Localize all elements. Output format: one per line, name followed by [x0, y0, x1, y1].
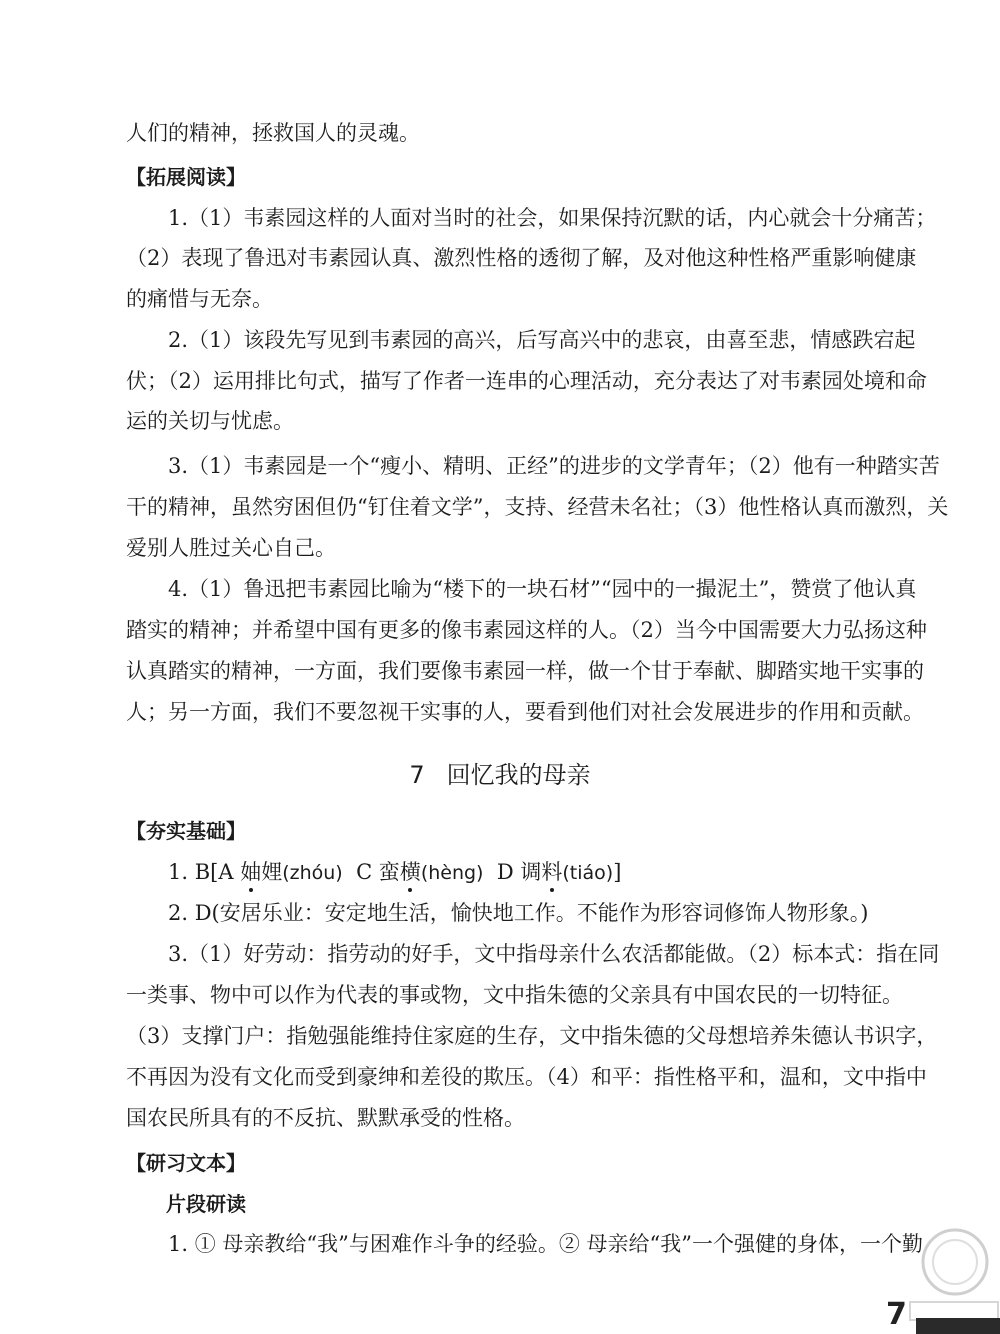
- section-heading-basics: 【夯实基础】: [126, 819, 246, 843]
- paragraph-line: 不再因为没有文化而受到豪绅和差役的欺压。（4）和平：指性格平和，温和，文中指中: [126, 1065, 927, 1089]
- chapter-number: 7: [409, 761, 425, 789]
- paragraph-line: 1. ① 母亲教给“我”与困难作斗争的经验。② 母亲给“我”一个强健的身体，一个勤: [168, 1232, 924, 1256]
- paragraph-line: 的痛惜与无奈。: [126, 287, 273, 311]
- section-heading-study-text: 【研习文本】: [126, 1151, 246, 1175]
- paragraph-line: 人们的精神，拯救国人的灵魂。: [126, 121, 420, 145]
- paragraph-line: 认真踏实的精神，一方面，我们要像韦素园一样，做一个甘于奉献、脚踏实地干实事的: [126, 659, 924, 683]
- pinyin: (tiáo): [562, 862, 614, 884]
- paragraph-line-pinyin: 1. B[A 妯娌(zhóu) C 蛮横(hèng) D 调料(tiáo)]: [168, 860, 622, 884]
- page-number: 7: [886, 1297, 907, 1332]
- chapter-title-text: 回忆我的母亲: [446, 761, 591, 789]
- paragraph-line: 4.（1）鲁迅把韦素园比喻为“楼下的一块石材”“园中的一撮泥土”，赞赏了他认真: [168, 577, 917, 601]
- paragraph-line: 人；另一方面，我们不要忽视干实事的人，要看到他们对社会发展进步的作用和贡献。: [126, 700, 924, 724]
- paragraph-line: 一类事、物中可以作为代表的事或物，文中指朱德的父亲具有中国农民的一切特征。: [126, 983, 903, 1007]
- paragraph-line: 3.（1）韦素园是一个“瘦小、精明、正经”的进步的文学青年；（2）他有一种踏实苦: [168, 454, 940, 478]
- paragraph-line: 2. D(安居乐业：安定地生活，愉快地工作。不能作为形容词修饰人物形象。): [168, 901, 869, 925]
- paragraph-line: （2）表现了鲁迅对韦素园认真、激烈性格的透彻了解，及对他这种性格严重影响健康: [126, 246, 917, 270]
- paragraph-line: 1.（1）韦素园这样的人面对当时的社会，如果保持沉默的话，内心就会十分痛苦；: [168, 206, 937, 230]
- paragraph-line: 踏实的精神；并希望中国有更多的像韦素园这样的人。（2）当今中国需要大力弘扬这种: [126, 618, 927, 642]
- emphasis-dot-char: 料: [541, 860, 563, 884]
- paragraph-line: 爱别人胜过关心自己。: [126, 536, 336, 560]
- paragraph-line: （3）支撑门户：指勉强能维持住家庭的生存，文中指朱德的父母想培养朱德认书识字，: [126, 1024, 938, 1048]
- section-heading-extended-reading: 【拓展阅读】: [126, 165, 246, 189]
- paragraph-line: 2.（1）该段先写见到韦素园的高兴，后写高兴中的悲哀，由喜至悲，情感跌宕起: [168, 328, 916, 352]
- chapter-title: [0, 758, 1000, 792]
- paragraph-line: 运的关切与忧虑。: [126, 409, 294, 433]
- page-footer-bar: [916, 1318, 1000, 1334]
- paragraph-line: 3.（1）好劳动：指劳动的好手，文中指母亲什么农活都能做。（2）标本式：指在同: [168, 942, 940, 966]
- emphasis-dot-char: 妯: [240, 860, 262, 884]
- paragraph-line: 伏；（2）运用排比句式，描写了作者一连串的心理活动，充分表达了对韦素园处境和命: [126, 369, 927, 393]
- subsection-heading: 片段研读: [166, 1192, 246, 1216]
- emphasis-dot-char: 横: [399, 860, 421, 884]
- pinyin: (hèng): [420, 862, 484, 884]
- pinyin: (zhóu): [282, 862, 343, 884]
- watermark-logo: [900, 1222, 1000, 1332]
- paragraph-line: 国农民所具有的不反抗、默默承受的性格。: [126, 1106, 525, 1130]
- paragraph-line: 干的精神，虽然穷困但仍“钉住着文学”，支持、经营未名社；（3）他性格认真而激烈，关: [126, 495, 949, 519]
